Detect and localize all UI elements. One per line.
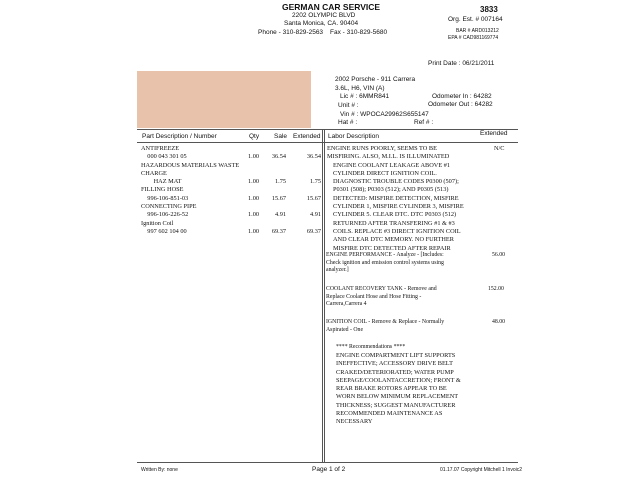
labor-op-amount: 152.00 — [488, 286, 504, 292]
complaint-line: P0301 (508); P0303 (512); AND P0305 (513) — [333, 186, 449, 194]
written-by: Written By: none — [141, 467, 178, 473]
vehicle-engine: 3.6L, H6, VIN (A) — [335, 85, 385, 92]
invoice-number: 3833 — [480, 5, 498, 14]
col-part-description: Part Description / Number — [142, 133, 217, 140]
part-extended: 36.54 — [306, 153, 321, 161]
complaint-line: CYLINDER 5. CLEAR DTC. DTC P0303 (512) — [333, 211, 457, 219]
vehicle-unit: Unit # : — [338, 102, 359, 109]
table-row — [141, 178, 321, 186]
table-row — [141, 145, 321, 153]
epa-number: EPA # CAD981169774 — [448, 35, 499, 41]
parts-labor-divider-2 — [324, 129, 325, 462]
labor-op-amount: 48.00 — [492, 319, 506, 325]
col-extended: Extended — [293, 133, 321, 140]
complaint-line: DIAGNOSTIC TROUBLE CODES P0300 (507); — [333, 178, 459, 186]
part-desc: ANTIFREEZE — [141, 145, 180, 152]
labor-op-line: Aspirated - One — [326, 326, 364, 333]
odometer-in: Odometer In : 64282 — [432, 93, 492, 100]
vehicle-hat: Hat # : — [338, 119, 358, 126]
part-desc: Ignition Coil — [141, 219, 174, 227]
recommendation-line: THICKNESS; SUGGEST MANUFACTURER — [336, 401, 456, 409]
labor-op-line: Replace Coolant Hose and Hose Fitting - — [326, 293, 422, 300]
part-sale: 4.91 — [274, 211, 286, 219]
col-qty: Qty — [249, 133, 260, 140]
complaint-line: DETECTED: MISFIRE DETECTION, MISFIRE — [333, 194, 459, 202]
recommendation-line: ENGINE COMPARTMENT LIFT SUPPORTS — [336, 352, 456, 359]
table-row — [141, 203, 321, 211]
part-qty: 1.00 — [248, 178, 260, 186]
part-desc: 000 043 301 05 — [141, 153, 187, 161]
part-sale: 15.67 — [271, 194, 286, 202]
col-sale: Sale — [274, 133, 288, 140]
labor-op — [326, 286, 437, 309]
part-sale: 69.37 — [271, 227, 286, 235]
col-labor-extended: Extended — [480, 130, 508, 137]
labor-op-amount: 56.00 — [492, 252, 506, 258]
table-row — [141, 170, 321, 178]
part-extended: 69.37 — [306, 227, 321, 235]
part-desc: HAZARDOUS MATERIALS WASTE — [141, 161, 240, 169]
shop-street: 2202 OLYMPIC BLVD — [292, 12, 356, 19]
complaint-line: AND CLEAR DTC MEMORY. NO FURTHER — [333, 236, 454, 244]
vehicle-model: 2002 Porsche - 911 Carrera — [335, 76, 416, 83]
print-date: Print Date : 06/21/2011 — [428, 60, 495, 67]
parts-labor-divider — [322, 129, 323, 462]
part-desc: CHARGE — [141, 169, 167, 177]
labor-op-line: ENGINE PERFORMANCE - Analyze - [Includes: — [326, 252, 444, 258]
org-estimate: Org. Est. # 007164 — [448, 16, 503, 23]
bar-number: BAR # ARD013212 — [456, 28, 499, 34]
complaint-line: RETURNED AFTER TRANSFERING #1 & #3 — [333, 219, 455, 227]
labor-op-line: IGNITION COIL - Remove & Replace - Normally — [326, 319, 445, 325]
complaint-line: COILS. REPLACE #3 DIRECT IGNITION COIL — [333, 227, 461, 235]
recommendation-line: INEFFECTIVE; ACCESSORY DRIVE BELT — [336, 360, 453, 368]
table-top-rule — [137, 129, 518, 130]
table-row — [141, 220, 321, 228]
labor-op-line: analyzer.] — [326, 267, 349, 274]
table-row — [141, 186, 321, 194]
recommendation-line: WORN BELOW MINIMUM REPLACEMENT — [336, 393, 459, 401]
table-row — [141, 211, 321, 219]
page-number: Page 1 of 2 — [312, 466, 346, 473]
part-desc: 997 602 104 00 — [141, 227, 187, 235]
table-row — [141, 153, 321, 161]
recommendation-line: RECOMMENDED MAINTENANCE AS — [336, 410, 443, 418]
recommendation-line: CRAKED/DETERIORATED; WATER PUMP — [336, 368, 454, 376]
part-extended: 15.67 — [306, 194, 321, 202]
parts-list — [141, 145, 321, 236]
table-row — [141, 195, 321, 203]
part-qty: 1.00 — [248, 153, 260, 161]
copyright: 01.17.07 Copyright Mitchell 1 Invoic2 — [440, 467, 522, 473]
shop-phone: Phone - 310-829-2563 — [258, 29, 324, 36]
part-extended: 1.75 — [309, 178, 321, 186]
part-desc: CONNECTING PIPE — [141, 203, 197, 211]
complaint-line: ENGINE RUNS POORLY, SEEMS TO BE — [327, 145, 437, 152]
part-extended: 4.91 — [309, 211, 321, 219]
recommendation-line: NECESSARY — [336, 418, 373, 426]
part-qty: 1.00 — [248, 227, 260, 235]
part-sale: 36.54 — [271, 153, 286, 161]
recommendation-line: SEEPAGE/COOLANTACCRETION; FRONT & — [336, 376, 461, 384]
vehicle-vin: Vin # : WPOCA29962S655147 — [340, 111, 429, 118]
part-sale: 1.75 — [274, 178, 286, 186]
recommendation-line: REAR BRAKE ROTORS APPEAR TO BE — [336, 385, 447, 393]
part-desc: HAZ MAT — [141, 178, 182, 186]
complaint-line: MISFIRE DTC DETECTED AFTER REPAIR — [333, 244, 451, 252]
labor-op-line: COOLANT RECOVERY TANK - Remove and — [326, 286, 437, 292]
part-qty: 1.00 — [248, 194, 260, 202]
part-desc: 996-106-851-03 — [141, 194, 189, 202]
labor-op-line: Carrera,Carrera 4 — [326, 301, 367, 308]
shop-name: GERMAN CAR SERVICE — [282, 2, 381, 12]
part-desc: 996-106-226-52 — [141, 211, 189, 219]
shop-fax: Fax - 310-829-5680 — [330, 29, 388, 36]
redacted-customer-block — [137, 71, 311, 128]
labor-op — [326, 319, 444, 334]
table-row — [141, 228, 321, 236]
part-qty: 1.00 — [248, 211, 260, 219]
table-bottom-rule — [137, 462, 518, 463]
labor-op — [326, 252, 444, 275]
table-header-rule — [137, 142, 518, 143]
vehicle-lic: Lic # : 6MMR841 — [340, 93, 390, 100]
table-row — [141, 162, 321, 170]
shop-city: Santa Monica, CA. 90404 — [284, 20, 359, 27]
ref-number: Ref # : — [414, 119, 434, 126]
recommendations-title: **** Recommendations **** — [336, 344, 406, 350]
col-labor-description: Labor Description — [328, 133, 379, 140]
complaint-line: ENGINE COOLANT LEAKAGE ABOVE #1 — [333, 161, 451, 169]
part-desc: FILLING HOSE — [141, 186, 184, 194]
recommendations-list — [336, 352, 461, 427]
complaint-line: MISFIRING. ALSO, M.I.L. IS ILLUMINATED — [327, 153, 450, 161]
labor-op-line: Check ignition and emission control systems using — [326, 259, 444, 266]
labor-complaint — [327, 145, 464, 253]
complaint-amount: N/C — [494, 145, 505, 152]
complaint-line: CYLINDER 1, MISFIRE CYLINDER 3, MISFIRE — [333, 203, 464, 211]
odometer-out: Odometer Out : 64282 — [428, 101, 493, 108]
complaint-line: CYLINDER DIRECT IGNITION COIL. — [333, 169, 437, 177]
